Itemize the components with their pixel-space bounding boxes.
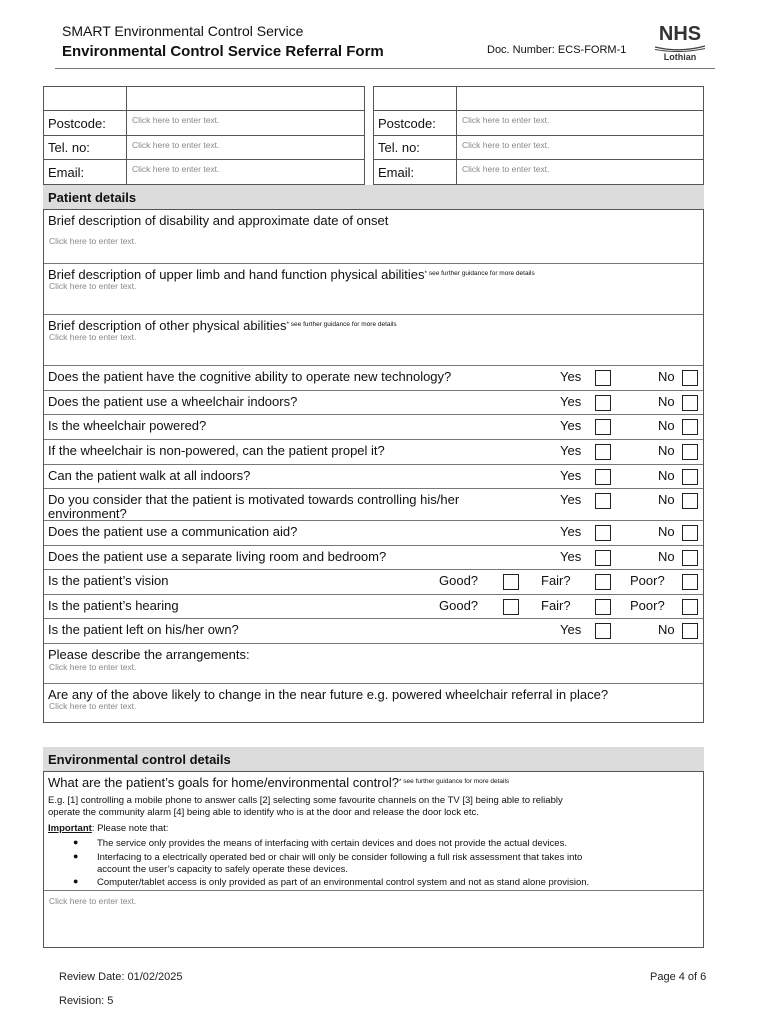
poor-label: Poor?: [630, 573, 665, 588]
question-text: Can the patient walk at all indoors?: [48, 468, 251, 483]
good-label: Good?: [439, 573, 479, 588]
no-label: No: [658, 622, 675, 637]
no-label: No: [658, 443, 675, 458]
tel-label: Tel. no:: [378, 140, 420, 155]
logo-nhs-text: NHS: [658, 23, 702, 45]
vision-question: Is the patient’s vision: [48, 573, 169, 588]
organisation-name: SMART Environmental Control Service: [62, 23, 304, 39]
right-postcode-label-cell: [373, 110, 457, 136]
goals-example-line-1: E.g. [1] controlling a mobile phone to answer calls [2] selecting some favourite channels on the TV [3] being able to reliably: [48, 795, 563, 806]
tel-label: Tel. no:: [48, 140, 90, 155]
revision: Revision: 5: [59, 995, 114, 1007]
left-blank-label-cell: [43, 86, 127, 111]
left-tel-field[interactable]: [126, 135, 365, 160]
page-number: Page 4 of 6: [650, 971, 707, 983]
no-label: No: [658, 369, 675, 384]
document-number: Doc. Number: ECS-FORM-1: [487, 44, 627, 56]
no-checkbox[interactable]: [682, 493, 698, 509]
other-abilities-input[interactable]: Click here to enter text.: [49, 332, 137, 342]
yes-no-row: [44, 465, 703, 489]
left-email-label-cell: [43, 159, 127, 185]
yes-checkbox[interactable]: [595, 469, 611, 485]
yes-no-row: [44, 521, 703, 546]
bullet-item: Interfacing to a electrically operated bed or chair will only be consider following a full risk assessment that takes into: [97, 852, 583, 863]
fair-checkbox[interactable]: [595, 574, 611, 590]
no-label: No: [658, 524, 675, 539]
question-text: Does the patient use a separate living room and bedroom?: [48, 549, 387, 564]
yes-label: Yes: [560, 443, 582, 458]
no-checkbox[interactable]: [682, 395, 698, 411]
no-label: No: [658, 549, 675, 564]
question-text: Does the patient use a wheelchair indoors?: [48, 394, 298, 409]
good-checkbox[interactable]: [503, 599, 519, 615]
disability-input[interactable]: Click here to enter text.: [49, 236, 137, 246]
right-tel-label-cell: [373, 135, 457, 160]
nhs-lothian-logo: [650, 24, 710, 68]
upper-limb-row: [44, 264, 703, 315]
guidance-note: * see further guidance for more details: [424, 270, 535, 277]
right-blank-label-cell: [373, 86, 457, 111]
disability-question: Brief description of disability and approximate date of onset: [48, 213, 389, 228]
poor-checkbox[interactable]: [682, 574, 698, 590]
no-checkbox[interactable]: [682, 419, 698, 435]
yes-no-row: [44, 391, 703, 415]
header-divider: [55, 68, 715, 69]
upper-limb-question: [48, 268, 535, 282]
yes-no-row: [44, 415, 703, 440]
good-checkbox[interactable]: [503, 574, 519, 590]
placeholder-text: Click here to enter text.: [462, 115, 550, 125]
yes-label: Yes: [560, 394, 582, 409]
yes-label: Yes: [560, 524, 582, 539]
left-blank-value-cell[interactable]: [126, 86, 365, 111]
poor-checkbox[interactable]: [682, 599, 698, 615]
yes-no-row: [44, 366, 703, 391]
bullet-item: Computer/tablet access is only provided as part of an environmental control system and not as stand alone provision.: [97, 877, 590, 888]
vision-row: [44, 570, 703, 595]
important-note: [48, 823, 168, 834]
good-label: Good?: [439, 598, 479, 613]
left-tel-label-cell: [43, 135, 127, 160]
right-postcode-field[interactable]: [456, 110, 704, 136]
goals-input-row: [44, 891, 703, 947]
postcode-label: Postcode:: [48, 116, 106, 131]
yes-label: Yes: [560, 549, 582, 564]
question-text: Does the patient use a communication aid?: [48, 524, 298, 539]
right-email-label-cell: [373, 159, 457, 185]
other-abilities-row: [44, 315, 703, 366]
placeholder-text: Click here to enter text.: [462, 164, 550, 174]
left-email-field[interactable]: [126, 159, 365, 185]
bullet-icon: ●: [73, 876, 79, 886]
patient-details-table: [43, 209, 704, 723]
guidance-note: * see further guidance for more details: [398, 778, 510, 785]
bullet-item-continuation: account the user’s capacity to safely operate these devices.: [97, 864, 349, 875]
upper-limb-input[interactable]: Click here to enter text.: [49, 281, 137, 291]
yes-checkbox[interactable]: [595, 623, 611, 639]
important-label: Important: [48, 823, 92, 834]
yes-label: Yes: [560, 492, 582, 507]
logo-lothian-text: Lothian: [663, 52, 697, 62]
change-row: [44, 684, 703, 722]
no-checkbox[interactable]: [682, 525, 698, 541]
no-label: No: [658, 418, 675, 433]
yes-checkbox[interactable]: [595, 419, 611, 435]
placeholder-text: Click here to enter text.: [132, 164, 220, 174]
yes-label: Yes: [560, 418, 582, 433]
yes-checkbox[interactable]: [595, 525, 611, 541]
no-checkbox[interactable]: [682, 370, 698, 386]
fair-label: Fair?: [541, 573, 571, 588]
fair-checkbox[interactable]: [595, 599, 611, 615]
form-title: Environmental Control Service Referral Form: [62, 43, 384, 60]
no-checkbox[interactable]: [682, 623, 698, 639]
placeholder-text: Click here to enter text.: [132, 115, 220, 125]
yes-label: Yes: [560, 468, 582, 483]
bullet-item: The service only provides the means of interfacing with certain devices and does not provide the actual devices.: [97, 838, 567, 849]
no-label: No: [658, 468, 675, 483]
patient-details-heading: Patient details: [43, 185, 704, 209]
postcode-label: Postcode:: [378, 116, 436, 131]
other-abilities-question-text: Brief description of other physical abilities: [48, 318, 287, 333]
bullet-icon: ●: [73, 851, 79, 861]
arrangements-question: Please describe the arrangements:: [48, 647, 250, 662]
other-abilities-question: [48, 319, 397, 333]
yes-checkbox[interactable]: [595, 550, 611, 566]
no-checkbox[interactable]: [682, 444, 698, 460]
right-tel-field[interactable]: [456, 135, 704, 160]
yes-no-row: [44, 546, 703, 570]
question-text: Is the wheelchair powered?: [48, 418, 207, 433]
disability-row: [44, 210, 703, 264]
no-checkbox[interactable]: [682, 469, 698, 485]
right-blank-value-cell[interactable]: [456, 86, 704, 111]
environmental-control-table: [43, 771, 704, 948]
goals-question-text: What are the patient’s goals for home/environmental control?: [48, 775, 399, 790]
no-label: No: [658, 394, 675, 409]
left-alone-row: [44, 619, 703, 644]
environmental-control-heading: Environmental control details: [43, 747, 704, 771]
left-alone-question: Is the patient left on his/her own?: [48, 622, 239, 637]
logo-swoosh-icon: [653, 44, 707, 52]
poor-label: Poor?: [630, 598, 665, 613]
change-input[interactable]: Click here to enter text.: [49, 701, 137, 711]
important-text: : Please note that:: [91, 823, 169, 834]
fair-label: Fair?: [541, 598, 571, 613]
hearing-question: Is the patient’s hearing: [48, 598, 179, 613]
placeholder-text: Click here to enter text.: [462, 140, 550, 150]
yes-checkbox[interactable]: [595, 493, 611, 509]
question-text: If the wheelchair is non-powered, can the patient propel it?: [48, 443, 385, 458]
no-label: No: [658, 492, 675, 507]
goals-question: [48, 776, 509, 790]
yes-checkbox[interactable]: [595, 395, 611, 411]
review-date: Review Date: 01/02/2025: [59, 971, 183, 983]
guidance-note: * see further guidance for more details: [286, 321, 397, 328]
yes-label: Yes: [560, 369, 582, 384]
left-postcode-field[interactable]: [126, 110, 365, 136]
question-text: Do you consider that the patient is motivated towards controlling his/her environment?: [48, 492, 460, 521]
yes-checkbox[interactable]: [595, 444, 611, 460]
left-postcode-label-cell: [43, 110, 127, 136]
email-label: Email:: [48, 165, 85, 180]
email-label: Email:: [378, 165, 415, 180]
placeholder-text: Click here to enter text.: [132, 140, 220, 150]
yes-no-row: [44, 440, 703, 465]
question-text: Does the patient have the cognitive ability to operate new technology?: [48, 369, 452, 384]
goals-example-line-2: operate the community alarm [4] being able to identify who is at the door and release the door lock etc.: [48, 807, 479, 818]
upper-limb-question-text: Brief description of upper limb and hand function physical abilities: [48, 267, 425, 282]
yes-checkbox[interactable]: [595, 370, 611, 386]
arrangements-row: [44, 644, 703, 684]
change-question: Are any of the above likely to change in the near future e.g. powered wheelchair referral in place?: [48, 687, 609, 702]
bullet-icon: ●: [73, 837, 79, 847]
hearing-row: [44, 595, 703, 619]
right-email-field[interactable]: [456, 159, 704, 185]
yes-no-row: [44, 489, 703, 521]
goals-row: [44, 772, 703, 891]
yes-label: Yes: [560, 622, 582, 637]
arrangements-input[interactable]: Click here to enter text.: [49, 662, 137, 672]
no-checkbox[interactable]: [682, 550, 698, 566]
goals-input[interactable]: Click here to enter text.: [49, 896, 137, 906]
